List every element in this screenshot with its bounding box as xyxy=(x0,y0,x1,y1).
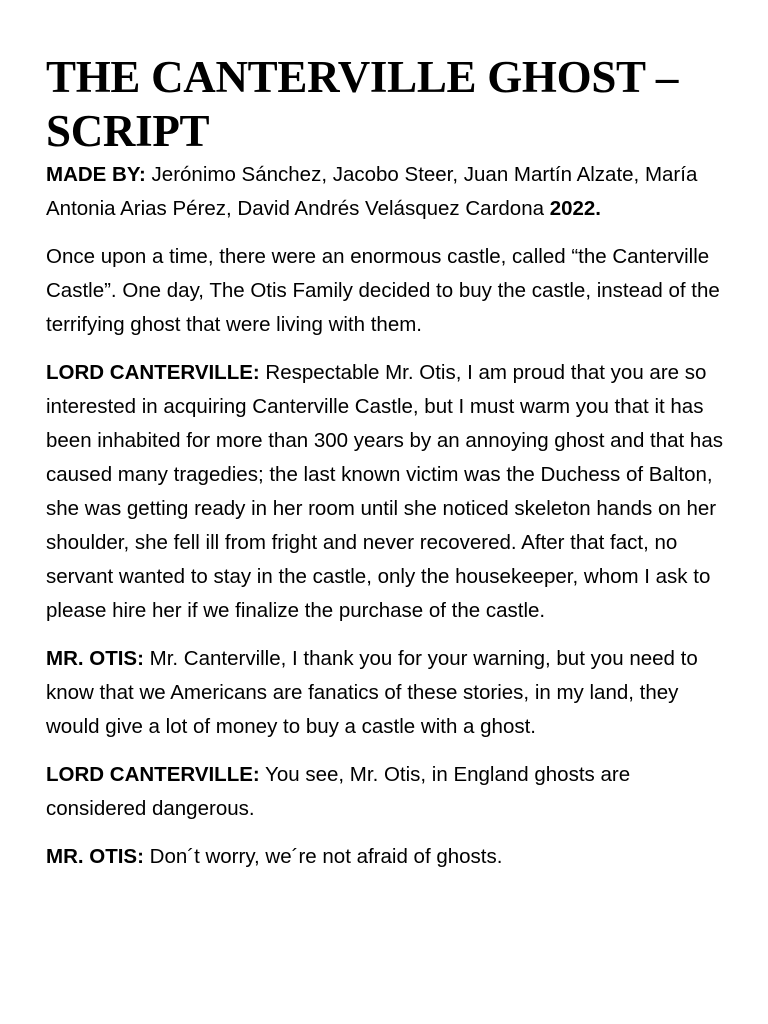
dialogue-text: Respectable Mr. Otis, I am proud that you are so interested in acquiring Canterville Castle, but I must warm you that it has been inhabited for more than 300 years by an annoying ghost and that has caused many tragedies; the last known victim was the Duchess of Balton, she was getting ready in her room until she noticed skeleton hands on her shoulder, she fell ill from fright and never recovered. After that fact, no servant wanted to stay in the castle, only the housekeeper, whom I ask to please hire her if we finalize the purchase of the castle. xyxy=(46,361,723,622)
dialogue-line xyxy=(46,758,736,826)
speaker-name: MR. OTIS: xyxy=(46,845,144,868)
script-page xyxy=(46,50,736,874)
credits-year: 2022. xyxy=(549,197,602,220)
dialogue-text: Don´t worry, we´re not afraid of ghosts. xyxy=(143,845,503,868)
speaker-name: LORD CANTERVILLE: xyxy=(46,361,260,384)
dialogue-text: Mr. Canterville, I thank you for your warning, but you need to know that we Americans are fanatics of these stories, in my land, they would give a lot of money to buy a castle with a ghost. xyxy=(46,647,698,738)
dialogue-line xyxy=(46,356,736,628)
document-title: THE CANTERVILLE GHOST – SCRIPT xyxy=(46,52,679,156)
credits-names: Jerónimo Sánchez, Jacobo Steer, Juan Martín Alzate, María Antonia Arias Pérez, David Andrés Velásquez Cardona xyxy=(46,163,698,220)
dialogue-text: You see, Mr. Otis, in England ghosts are considered dangerous. xyxy=(46,763,631,820)
speaker-name: LORD CANTERVILLE: xyxy=(46,763,260,786)
credits-label: MADE BY: xyxy=(46,163,146,186)
dialogue-line xyxy=(46,840,736,874)
credits-paragraph xyxy=(46,158,736,226)
speaker-name: MR. OTIS: xyxy=(46,647,144,670)
dialogue-line xyxy=(46,642,736,744)
intro-paragraph: Once upon a time, there were an enormous castle, called “the Canterville Castle”. One day, The Otis Family decided to buy the castle, instead of the terrifying ghost that were living with them. xyxy=(46,245,720,336)
